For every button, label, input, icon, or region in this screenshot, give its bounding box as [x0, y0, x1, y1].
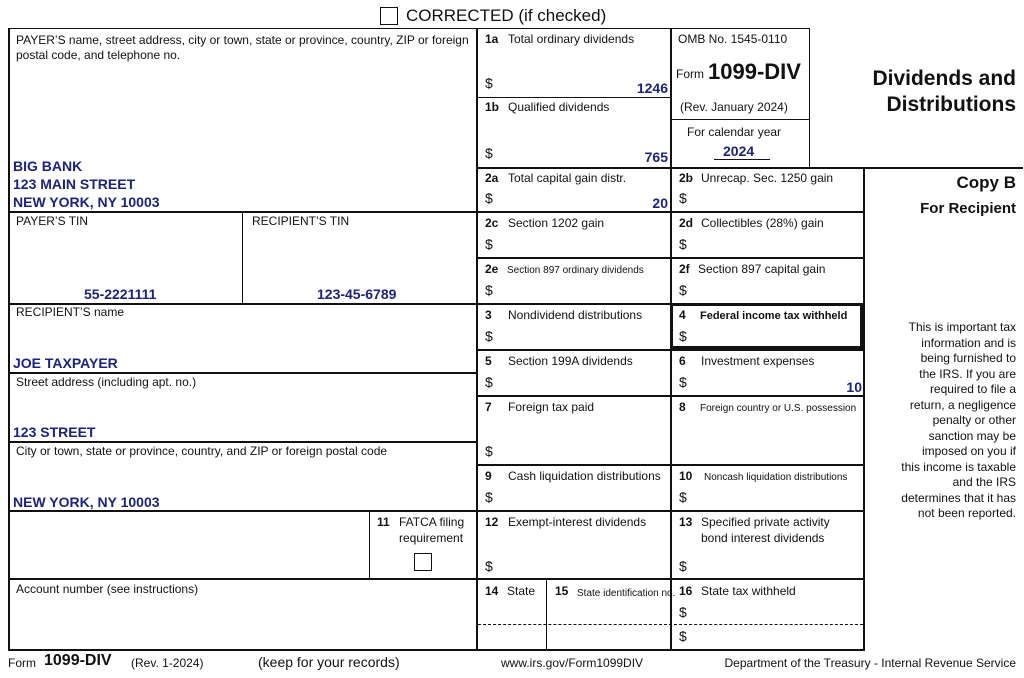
recipient-tin-label: RECIPIENT’S TIN	[252, 214, 350, 228]
form-name: 1099-DIV	[708, 59, 801, 84]
box16-number: 16	[679, 584, 693, 598]
box2a-number: 2a	[485, 171, 499, 185]
box2b-number: 2b	[679, 171, 694, 185]
box2d-number: 2d	[679, 216, 694, 230]
box12-number: 12	[485, 515, 499, 529]
corrected-label: CORRECTED (if checked)	[406, 6, 607, 25]
box15-number: 15	[555, 584, 569, 598]
form-revision: (Rev. January 2024)	[680, 100, 788, 114]
payer-heading: PAYER’S name, street address, city or town, state or province, country, ZIP or foreign postal code, and telephone no.	[16, 33, 469, 62]
box8-label: Foreign country or U.S. possession	[700, 403, 857, 414]
box9-dollar: $	[485, 489, 493, 505]
footer-department: Department of the Treasury - Internal Revenue Service	[724, 656, 1016, 670]
recipient-city-label: City or town, state or province, country, and ZIP or foreign postal code	[16, 444, 388, 458]
payer-tin-label: PAYER’S TIN	[16, 214, 89, 228]
recipient-name: JOE TAXPAYER	[13, 355, 118, 371]
box4-dollar: $	[679, 328, 687, 344]
box1a-value: 1246	[636, 80, 668, 96]
box1a-dollar: $	[485, 75, 493, 91]
copy-label: Copy B	[956, 173, 1016, 192]
box2f-number: 2f	[679, 262, 690, 276]
box10-number: 10	[679, 469, 693, 483]
box2d-label: Collectibles (28%) gain	[701, 216, 824, 230]
notice-text: This is important tax information and is being furnished to the IRS. If you are required to file a return, a negligence penalty or other sanction may be imposed on you if this income is taxable and the IRS determines that it has not been reported.	[901, 320, 1016, 520]
recipient-name-label: RECIPIENT’S name	[16, 305, 125, 319]
box2a-value: 20	[652, 195, 668, 211]
box7-label: Foreign tax paid	[508, 400, 595, 414]
payer-city: NEW YORK, NY 10003	[13, 194, 160, 210]
form-title-line1: Dividends and	[872, 67, 1016, 90]
box5-dollar: $	[485, 374, 493, 390]
footer-revision: (Rev. 1-2024)	[131, 656, 204, 670]
box1b-number: 1b	[485, 100, 500, 114]
fatca-checkbox[interactable]	[414, 553, 432, 571]
box11-label-line2: requirement	[399, 531, 464, 545]
box6-value: 10	[846, 379, 862, 395]
omb-number: OMB No. 1545-0110	[678, 32, 788, 46]
box3-number: 3	[485, 308, 492, 322]
box11-number: 11	[377, 515, 390, 529]
box2e-label: Section 897 ordinary dividends	[507, 265, 644, 276]
box1b-label: Qualified dividends	[508, 100, 610, 114]
box1b-dollar: $	[485, 145, 493, 161]
box2f-dollar: $	[679, 282, 687, 298]
box1a-label: Total ordinary dividends	[508, 32, 635, 46]
box2a-dollar: $	[485, 190, 493, 206]
box6-label: Investment expenses	[701, 354, 815, 368]
box2f-label: Section 897 capital gain	[698, 262, 826, 276]
box12-dollar: $	[485, 558, 493, 574]
box13-number: 13	[679, 515, 693, 529]
box6-dollar: $	[679, 374, 687, 390]
form-word: Form	[676, 67, 704, 81]
box13-dollar: $	[679, 558, 687, 574]
recipient-street: 123 STREET	[13, 424, 96, 440]
box9-label: Cash liquidation distributions	[508, 469, 661, 483]
for-recipient-label: For Recipient	[920, 200, 1016, 217]
box4-number: 4	[679, 308, 686, 322]
box2c-dollar: $	[485, 236, 493, 252]
box6-number: 6	[679, 354, 686, 368]
calendar-year: 2024	[723, 143, 755, 159]
box2c-label: Section 1202 gain	[508, 216, 605, 230]
box7-dollar: $	[485, 443, 493, 459]
payer-street: 123 MAIN STREET	[13, 176, 136, 192]
box1a-number: 1a	[485, 32, 499, 46]
box2c-number: 2c	[485, 216, 499, 230]
box7-number: 7	[485, 400, 492, 414]
box1b-value: 765	[644, 149, 668, 165]
box2d-dollar: $	[679, 236, 687, 252]
box13-label-line1: Specified private activity	[701, 515, 830, 529]
recipient-street-label: Street address (including apt. no.)	[16, 375, 197, 389]
box2e-number: 2e	[485, 262, 499, 276]
box2b-label: Unrecap. Sec. 1250 gain	[701, 171, 834, 185]
form-title-line2: Distributions	[886, 93, 1016, 116]
box14-label: State	[507, 584, 536, 598]
recipient-tin: 123-45-6789	[317, 286, 397, 302]
box14-number: 14	[485, 584, 499, 598]
footer-form-word: Form	[8, 656, 36, 670]
box2a-label: Total capital gain distr.	[508, 171, 627, 185]
box3-label: Nondividend distributions	[508, 308, 643, 322]
footer-form-name: 1099-DIV	[44, 652, 112, 669]
box16-dollar-2: $	[679, 628, 687, 644]
box10-dollar: $	[679, 489, 687, 505]
box4-label: Federal income tax withheld	[700, 310, 848, 322]
box11-label-line1: FATCA filing	[399, 515, 465, 529]
box5-number: 5	[485, 354, 492, 368]
box13-label-line2: bond interest dividends	[701, 531, 825, 545]
box15-label: State identification no.	[577, 588, 676, 599]
recipient-city: NEW YORK, NY 10003	[13, 494, 160, 510]
box9-number: 9	[485, 469, 492, 483]
footer-keep-records: (keep for your records)	[258, 654, 400, 670]
box2b-dollar: $	[679, 190, 687, 206]
box10-label: Noncash liquidation distributions	[704, 472, 848, 483]
box2e-dollar: $	[485, 282, 493, 298]
footer-url[interactable]: www.irs.gov/Form1099DIV	[501, 656, 644, 670]
payer-name: BIG BANK	[13, 158, 83, 174]
calendar-year-label: For calendar year	[687, 125, 782, 139]
box16-dollar-1: $	[679, 604, 687, 620]
payer-tin: 55-2221111	[84, 286, 157, 302]
box16-label: State tax withheld	[701, 584, 796, 598]
corrected-checkbox[interactable]	[380, 7, 398, 25]
box8-number: 8	[679, 400, 686, 414]
account-number-label: Account number (see instructions)	[16, 582, 199, 596]
box5-label: Section 199A dividends	[508, 354, 633, 368]
box12-label: Exempt-interest dividends	[508, 515, 647, 529]
box3-dollar: $	[485, 328, 493, 344]
